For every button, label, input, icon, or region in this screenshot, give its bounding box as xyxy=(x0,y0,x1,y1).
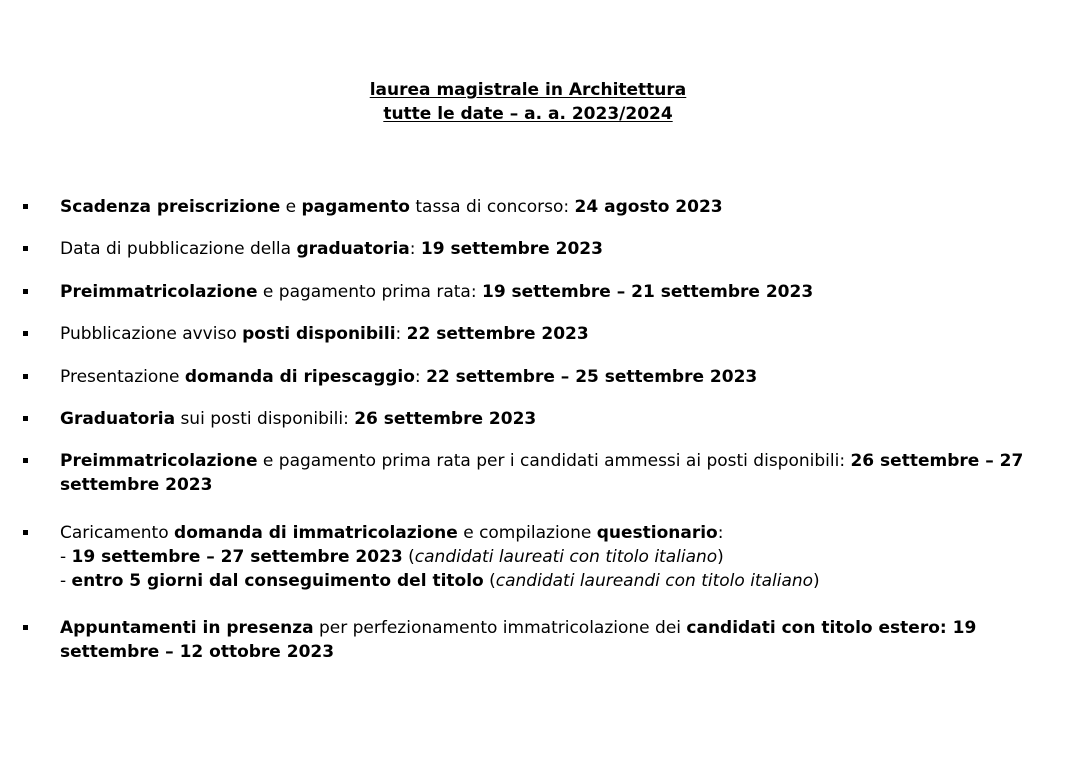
item-sub-line-1 xyxy=(60,545,1060,569)
list-item-text xyxy=(60,449,1060,497)
item-date: candidati con titolo estero: 19 settembre – 12 ottobre 2023 xyxy=(60,618,977,662)
list-item-text xyxy=(60,237,1060,261)
bullet-icon xyxy=(23,625,28,630)
item-bold-text: entro 5 giorni dal conseguimento del titolo xyxy=(71,571,484,591)
item-bold-text: Graduatoria xyxy=(60,409,176,429)
item-note: candidati laureati con titolo italiano xyxy=(414,547,718,567)
bullet-icon xyxy=(23,374,28,379)
item-date: 22 settembre – 25 settembre 2023 xyxy=(426,367,758,387)
bullet-icon xyxy=(23,416,28,421)
dash: - xyxy=(60,547,72,567)
item-text: Data di pubblicazione della xyxy=(60,239,297,259)
item-text: e compilazione xyxy=(457,523,597,543)
item-text: Pubblicazione avviso xyxy=(60,324,243,344)
item-date: 19 settembre 2023 xyxy=(420,239,603,259)
item-bold-text: Preimmatricolazione xyxy=(60,282,258,302)
item-main-line xyxy=(60,521,1060,545)
item-note: candidati laureandi con titolo italiano xyxy=(495,571,814,591)
item-text: Presentazione xyxy=(60,367,185,387)
item-bold-text: domanda di immatricolazione xyxy=(174,523,458,543)
list-item-text xyxy=(60,407,1060,431)
item-text: : xyxy=(409,239,421,259)
item-text: ) xyxy=(813,571,820,591)
item-text: tassa di concorso: xyxy=(409,197,575,217)
item-text: : xyxy=(395,324,407,344)
item-date: 26 settembre – 27 settembre 2023 xyxy=(60,451,1024,495)
bullet-icon xyxy=(23,246,28,251)
item-date: 19 settembre – 27 settembre 2023 xyxy=(71,547,403,567)
item-date: 19 settembre – 21 settembre 2023 xyxy=(481,282,814,302)
item-bold-text: domanda di ripescaggio xyxy=(184,367,415,387)
item-bold-text: posti disponibili xyxy=(242,324,396,344)
item-bold-text: Appuntamenti in presenza xyxy=(60,618,314,638)
list-item-text xyxy=(60,280,1060,304)
bullet-icon xyxy=(23,331,28,336)
item-text: : xyxy=(414,367,427,387)
item-text: ) xyxy=(717,547,724,567)
bullet-icon xyxy=(23,204,28,209)
list-item-text xyxy=(60,365,1060,389)
dash: - xyxy=(60,571,72,591)
item-bold-text: Preimmatricolazione xyxy=(60,451,258,471)
bullet-icon xyxy=(23,530,28,535)
bullet-icon xyxy=(23,458,28,463)
item-bold-text: graduatoria xyxy=(296,239,410,259)
item-text: ( xyxy=(483,571,496,591)
item-text: Caricamento xyxy=(60,523,175,543)
document-title xyxy=(0,78,1056,126)
item-sub-line-2 xyxy=(60,569,1060,593)
item-text: e xyxy=(280,197,302,217)
list-item-text xyxy=(60,616,1060,664)
list-item-text xyxy=(60,521,1060,593)
bullet-icon xyxy=(23,289,28,294)
list-item-text xyxy=(60,195,1060,219)
item-date: 22 settembre 2023 xyxy=(406,324,589,344)
item-text: e pagamento prima rata: xyxy=(257,282,482,302)
item-text: e pagamento prima rata per i candidati ammessi ai posti disponibili: xyxy=(257,451,851,471)
item-bold-text: Scadenza preiscrizione xyxy=(60,197,281,217)
item-text: ( xyxy=(402,547,415,567)
list-item-text xyxy=(60,322,1060,346)
item-text: : xyxy=(717,523,724,543)
item-date: 26 settembre 2023 xyxy=(354,409,537,429)
item-text: sui posti disponibili: xyxy=(175,409,355,429)
item-bold-text: questionario xyxy=(596,523,718,543)
title-line-2: tutte le date – a. a. 2023/2024 xyxy=(383,104,673,124)
title-line-1: laurea magistrale in Architettura xyxy=(369,80,687,100)
item-bold-text: pagamento xyxy=(301,197,410,217)
item-date: 24 agosto 2023 xyxy=(574,197,723,217)
item-text: per perfezionamento immatricolazione dei xyxy=(313,618,687,638)
